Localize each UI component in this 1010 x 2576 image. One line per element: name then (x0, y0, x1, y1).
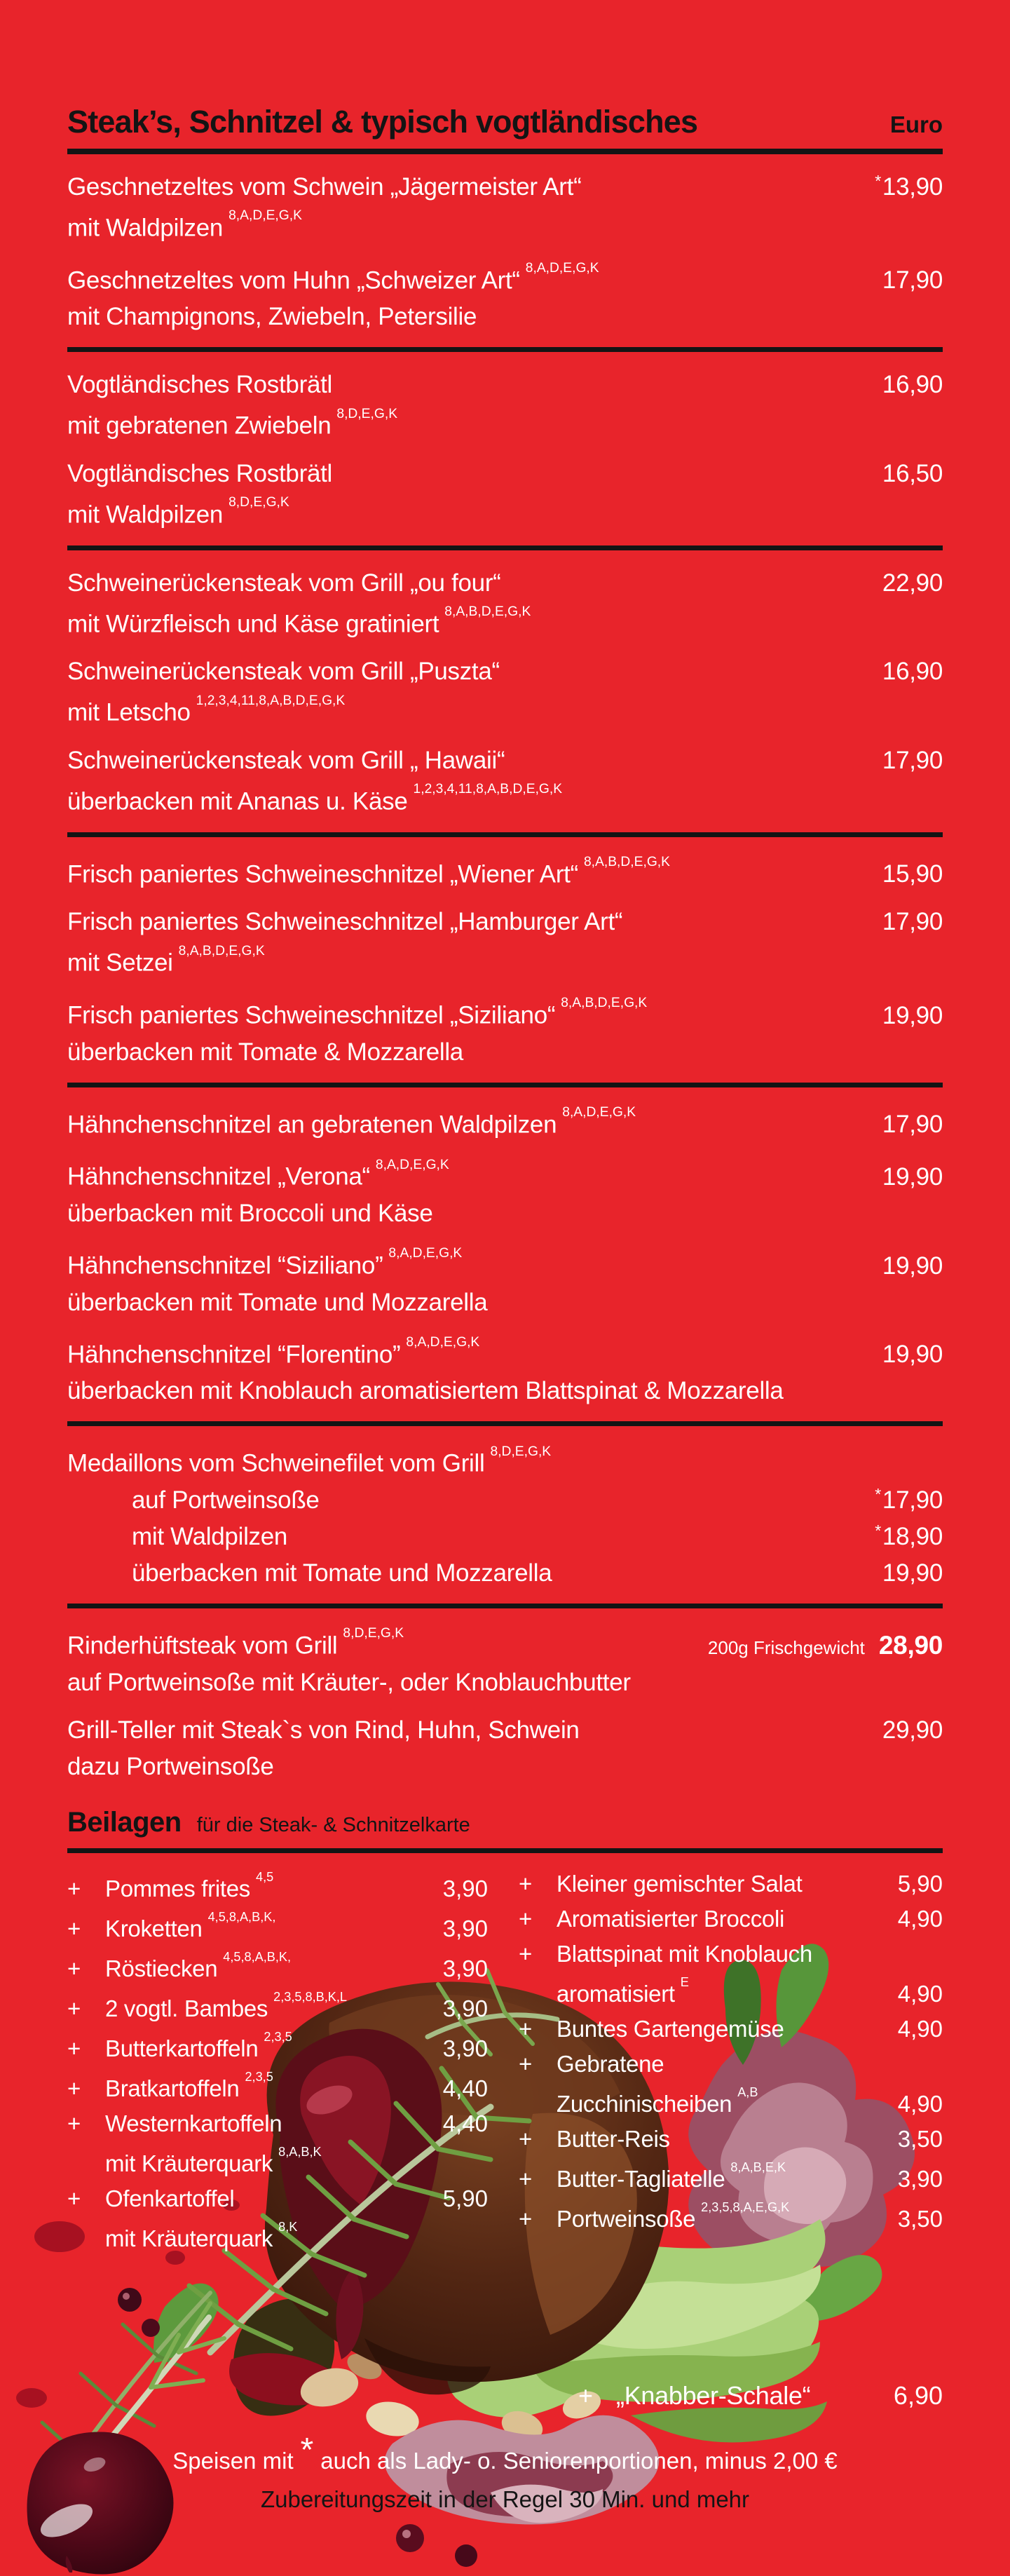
dish-subline: überbacken mit Broccoli und Käse (67, 1199, 433, 1227)
section-divider (67, 545, 943, 550)
plus-sign: + (67, 2110, 81, 2136)
section-divider (67, 1604, 943, 1608)
dish-name: Geschnetzeltes vom Schwein „Jägermeister Art“ (67, 173, 582, 201)
side-name: aromatisiert (557, 1980, 675, 2007)
dish-subline: mit Waldpilzen $^{8,A,D,E,G,K}$ (67, 208, 302, 242)
dish-name: Schweinerückensteak vom Grill „ Hawaii“ (67, 746, 505, 774)
dish-name: Hähnchenschnitzel „Verona“ (67, 1162, 370, 1191)
allergen-superscript: 4,5,8,A,B,K, (207, 1909, 276, 1924)
sides-heading: Beilagen (67, 1806, 182, 1838)
side-item-continuation (67, 2145, 488, 2178)
header-rule (67, 149, 943, 154)
allergen-superscript: 8,A,B,K (278, 2144, 322, 2159)
dish-variants (67, 1486, 943, 1588)
side-name: Aromatisierter Broccoli (557, 1905, 785, 1932)
menu-item (67, 746, 943, 817)
asterisk-icon: * (300, 2432, 314, 2469)
allergen-superscript: 4,5,8,A,B,K, (223, 1949, 292, 1964)
dish-subline: überbacken mit Knoblauch aromatisiertem Blattspinat & Mozzarella (67, 1377, 784, 1405)
side-item (67, 2070, 488, 2103)
menu-item (67, 1247, 943, 1317)
dish-price: *18,90 (875, 1521, 943, 1550)
dish-subline: mit gebratenen Zwiebeln $^{8,D,E,G,K}$ (67, 406, 398, 440)
dish-name: Vogtländisches Rostbrätl (67, 459, 333, 487)
dish-subline: mit Setzei $^{8,A,B,D,E,G,K}$ (67, 943, 265, 977)
plus-sign: + (578, 2381, 594, 2410)
side-price: 4,40 (442, 2075, 488, 2101)
dish-price: 19,90 (882, 1559, 943, 1587)
side-item-continuation (519, 1975, 943, 2008)
dish-price: 29,90 (882, 1716, 943, 1744)
allergen-superscript: 1,2,3,4,11,8,A,B,D,E,G,K (196, 693, 346, 708)
side-price: 3,90 (442, 2035, 488, 2061)
allergen-superscript: 8,A,D,E,G,K (525, 261, 599, 276)
plus-sign: + (67, 1915, 81, 1941)
dish-price: 17,90 (882, 908, 943, 936)
dish-price: 15,90 (882, 860, 943, 888)
allergen-superscript: 8,A,D,E,G,K (562, 1104, 636, 1120)
dish-price: 19,90 (882, 1162, 943, 1191)
allergen-superscript: 8,A,D,E,G,K (228, 208, 302, 224)
side-item (67, 1910, 488, 1943)
allergen-superscript: 2,3,5 (245, 2069, 273, 2084)
side-name: Blattspinat mit Knoblauch (557, 1940, 812, 1967)
allergen-superscript: A,B (737, 2084, 758, 2099)
dish-price: 28,90 (878, 1630, 943, 1660)
side-name: Zucchinischeiben (557, 2090, 732, 2117)
plus-sign: + (67, 1875, 81, 1902)
sides-column-right (519, 1863, 943, 2253)
side-name: Westernkartoffeln (105, 2110, 282, 2136)
portion-note: 200g Frischgewicht (707, 1636, 865, 1658)
plus-sign: + (67, 2185, 81, 2211)
side-name: Butter-Tagliatelle (557, 2165, 725, 2192)
side-name: Kleiner gemischter Salat (557, 1870, 803, 1897)
side-name: Butterkartoffeln (105, 2035, 259, 2061)
side-price: 3,90 (897, 2165, 943, 2192)
side-price: 3,90 (442, 1955, 488, 1981)
lady-portion-star: * (875, 1521, 881, 1540)
dish-subline: mit Waldpilzen $^{8,D,E,G,K}$ (67, 495, 289, 529)
plus-sign: + (67, 1995, 81, 2021)
side-price: 3,50 (897, 2205, 943, 2232)
section-divider (67, 1083, 943, 1087)
section-divider (67, 1421, 943, 1426)
allergen-superscript: 2,3,5 (264, 2029, 292, 2044)
side-name: Kroketten (105, 1915, 203, 1941)
side-name: Pommes frites (105, 1875, 250, 1902)
side-name: „Knabber-Schale“ (616, 2381, 811, 2410)
dish-name: Hähnchenschnitzel “Siziliano” (67, 1252, 383, 1280)
side-item (519, 2160, 943, 2193)
side-item (519, 1905, 943, 1933)
dish-price: 16,90 (882, 371, 943, 399)
dish-price: 17,90 (882, 266, 943, 294)
side-item (519, 1870, 943, 1898)
side-price: 4,40 (442, 2110, 488, 2136)
allergen-superscript: 2,3,5,8,B,K,L (273, 1989, 348, 2004)
sides-rule (67, 1848, 943, 1853)
section-divider (67, 347, 943, 352)
allergen-superscript: 8,A,D,E,G,K (406, 1334, 480, 1350)
section-divider (67, 832, 943, 837)
menu-item (67, 1336, 943, 1406)
allergen-superscript: 4,5 (255, 1869, 274, 1884)
side-price: 5,90 (897, 1870, 943, 1897)
side-name: mit Kräuterquark (105, 2225, 273, 2251)
allergen-superscript: E (680, 1974, 689, 1989)
allergen-superscript: 8,D,E,G,K (336, 406, 398, 421)
side-name: Butter-Reis (557, 2125, 670, 2152)
dish-name: Hähnchenschnitzel an gebratenen Waldpilzen (67, 1111, 557, 1139)
plus-sign: + (519, 2015, 533, 2042)
dish-price: 16,50 (882, 459, 943, 487)
side-name: Gebratene (557, 2050, 664, 2077)
side-name: mit Kräuterquark (105, 2150, 273, 2176)
menu-item (67, 1627, 943, 1697)
plus-sign: + (519, 1870, 533, 1897)
allergen-superscript: 8,A,B,D,E,G,K (561, 996, 648, 1011)
variant-name: auf Portweinsoße (132, 1486, 320, 1514)
plus-sign: + (519, 2205, 533, 2232)
side-price: 4,90 (897, 1905, 943, 1932)
side-name: 2 vogtl. Bambes (105, 1995, 268, 2021)
dish-name: Hähnchenschnitzel “Florentino” (67, 1341, 401, 1369)
side-item (67, 2110, 488, 2138)
allergen-superscript: 8,D,E,G,K (343, 1626, 404, 1641)
plus-sign: + (519, 2125, 533, 2152)
dish-name: Vogtländisches Rostbrätl (67, 371, 333, 399)
side-item (519, 2050, 943, 2078)
allergen-superscript: 8,K (278, 2219, 298, 2234)
menu-header (67, 104, 943, 140)
dish-price: *13,90 (875, 172, 943, 201)
allergen-superscript: 8,A,B,E,K (730, 2160, 786, 2174)
menu-item (67, 996, 943, 1067)
side-price: 4,90 (897, 2090, 943, 2117)
currency-label: Euro (889, 111, 943, 137)
side-name: Bratkartoffeln (105, 2075, 240, 2101)
dish-subline: überbacken mit Tomate und Mozzarella (67, 1288, 488, 1316)
dish-subline: mit Letscho $^{1,2,3,4,11,8,A,B,D,E,G,K}$ (67, 693, 346, 726)
allergen-superscript: 1,2,3,4,11,8,A,B,D,E,G,K (413, 782, 563, 797)
side-price: 4,90 (897, 1980, 943, 2007)
page-title: Steak’s, Schnitzel & typisch vogtländisches (67, 104, 698, 140)
dish-name: Medaillons vom Schweinefilet vom Grill (67, 1449, 485, 1477)
plus-sign: + (519, 1940, 533, 1967)
dish-name: Geschnetzeltes vom Huhn „Schweizer Art“ (67, 266, 520, 294)
side-item-continuation (519, 2085, 943, 2118)
menu-item (67, 262, 943, 332)
variant-name: überbacken mit Tomate und Mozzarella (132, 1559, 552, 1587)
side-item (519, 1940, 943, 1968)
dish-price: 19,90 (882, 1252, 943, 1280)
side-price: 4,90 (897, 2015, 943, 2042)
allergen-superscript: 8,A,B,D,E,G,K (444, 604, 531, 620)
allergen-superscript: 8,A,B,D,E,G,K (178, 943, 265, 958)
allergen-superscript: 8,D,E,G,K (228, 495, 289, 510)
side-item (67, 2185, 488, 2213)
side-item (519, 2015, 943, 2043)
dish-name: Schweinerückensteak vom Grill „Puszta“ (67, 658, 500, 686)
side-price: 3,90 (442, 1875, 488, 1902)
side-item (67, 1990, 488, 2023)
side-name: Portweinsoße (557, 2205, 696, 2232)
plus-sign: + (519, 2050, 533, 2077)
variant-name: mit Waldpilzen (132, 1522, 288, 1550)
dish-price: 19,90 (882, 1001, 943, 1029)
dish-price: 17,90 (882, 1111, 943, 1139)
allergen-superscript: 8,A,D,E,G,K (388, 1246, 463, 1261)
dish-subline: mit Würzfleisch und Käse gratiniert $^{8,A,B,D,E,G,K}$ (67, 604, 531, 638)
dish-name: Grill-Teller mit Steak`s von Rind, Huhn, Schwein (67, 1716, 580, 1744)
dish-subline: dazu Portweinsoße (67, 1752, 274, 1780)
menu-item (67, 907, 943, 978)
footnote-preparation-time: Zubereitungszeit in der Regel 30 Min. und mehr (260, 2486, 750, 2512)
dish-price: *17,90 (875, 1485, 943, 1514)
dish-price: 19,90 (882, 1341, 943, 1369)
allergen-superscript: 2,3,5,8,A,E,G,K (701, 2199, 790, 2214)
plus-sign: + (67, 1955, 81, 1981)
plus-sign: + (67, 2035, 81, 2061)
side-price: 3,90 (442, 1915, 488, 1941)
side-price: 6,90 (893, 2381, 943, 2410)
menu-item (67, 172, 943, 243)
side-name: Buntes Gartengemüse (557, 2015, 784, 2042)
dish-subline: mit Champignons, Zwiebeln, Petersilie (67, 303, 477, 331)
menu-item (67, 459, 943, 530)
footnote-portions: Speisen mit * auch als Lady- o. Seniorenportionen, minus 2,00 € (172, 2432, 838, 2474)
menu-item (67, 370, 943, 441)
menu-item (67, 657, 943, 728)
dish-name: Schweinerückensteak vom Grill „ou four“ (67, 569, 501, 597)
side-item (519, 2200, 943, 2233)
dish-price: 16,90 (882, 658, 943, 686)
dish-subline: überbacken mit Tomate & Mozzarella (67, 1038, 463, 1066)
dish-name: Frisch paniertes Schweineschnitzel „Siziliano“ (67, 1001, 556, 1029)
menu-item (67, 1444, 943, 1588)
dish-price: 17,90 (882, 746, 943, 774)
menu-item (67, 855, 943, 890)
side-item (67, 1950, 488, 1983)
side-item-continuation (67, 2220, 488, 2253)
sides-subheading: für die Steak- & Schnitzelkarte (196, 1813, 470, 1836)
side-name: Röstiecken (105, 1955, 218, 1981)
lady-portion-star: * (875, 172, 881, 191)
dish-price: 22,90 (882, 569, 943, 597)
dish-name: Frisch paniertes Schweineschnitzel „Wiener Art“ (67, 860, 578, 888)
sides-list (67, 1863, 943, 2253)
allergen-superscript: 8,A,B,D,E,G,K (583, 855, 670, 870)
menu-item (67, 1106, 943, 1140)
menu-item (67, 569, 943, 639)
plus-sign: + (519, 1905, 533, 1932)
sides-header (67, 1807, 943, 1838)
allergen-superscript: 8,D,E,G,K (490, 1444, 552, 1459)
menu-item (67, 1158, 943, 1228)
side-price: 3,90 (442, 1995, 488, 2021)
sides-column-left (67, 1863, 488, 2253)
allergen-superscript: 8,A,D,E,G,K (375, 1157, 449, 1172)
side-price: 3,50 (897, 2125, 943, 2152)
side-item (519, 2125, 943, 2153)
dish-subline: auf Portweinsoße mit Kräuter-, oder Knoblauchbutter (67, 1668, 631, 1696)
side-item-knabber-schale (578, 2381, 943, 2411)
plus-sign: + (519, 2165, 533, 2192)
side-item (67, 2030, 488, 2063)
dish-subline: überbacken mit Ananas u. Käse $^{1,2,3,4,11,8,A,B,D,E,G,K}$ (67, 782, 563, 815)
menu-item (67, 1716, 943, 1782)
side-item (67, 1870, 488, 1903)
dish-name: Rinderhüftsteak vom Grill (67, 1632, 338, 1660)
plus-sign: + (67, 2075, 81, 2101)
lady-portion-star: * (875, 1485, 881, 1504)
side-price: 5,90 (442, 2185, 488, 2211)
side-name: Ofenkartoffel (105, 2185, 235, 2211)
dish-name: Frisch paniertes Schweineschnitzel „Hamburger Art“ (67, 908, 623, 936)
